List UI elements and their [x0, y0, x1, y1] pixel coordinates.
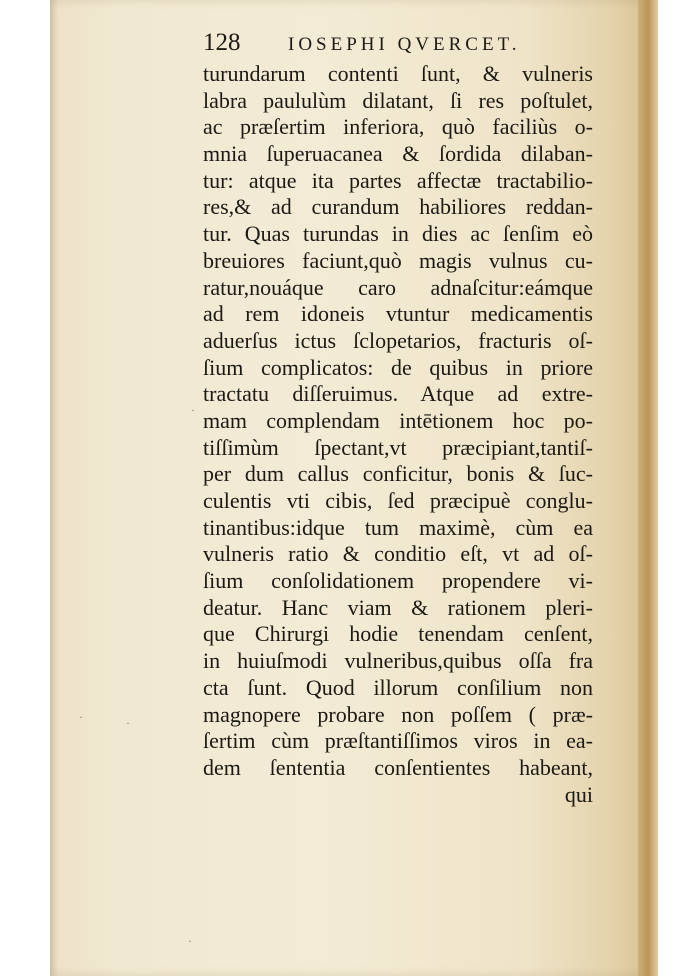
text-line: turundarum contenti ſunt, & vulneris — [203, 61, 593, 86]
text-line: per dum callus conficitur, bonis & ſuc- — [203, 461, 593, 487]
text-line: ratur,nouáque caro adnaſcitur:eámque — [203, 274, 593, 300]
catchword: qui — [564, 781, 593, 807]
text-line: res,& ad curandum habiliores reddan- — [203, 194, 593, 220]
text-line: tractatu diſſeruimus. Atque ad extre- — [203, 381, 593, 407]
text-line: deatur. Hanc viam & rationem pleri- — [203, 594, 593, 620]
body-text — [203, 61, 593, 808]
text-line: dem ſententia conſentientes habeant, — [203, 754, 593, 780]
paper-speck: · — [126, 716, 130, 730]
text-line: cta ſunt. Quod illorum conſilium non — [203, 674, 593, 700]
text-line: ſertim cùm præſtantiſſimos viros in ea- — [203, 728, 593, 754]
text-line: aduerſus ictus ſclopetarios, fracturis oſ- — [203, 327, 593, 353]
paper-speck: · — [188, 934, 192, 948]
text-line: labra paululùm dilatant, ſi res poſtulet, — [203, 87, 593, 113]
text-line: breuiores faciunt,quò magis vulnus cu- — [203, 247, 593, 273]
text-line: ad rem idoneis vtuntur medicamentis — [203, 301, 593, 327]
paper-speck: · — [79, 710, 83, 724]
text-line: tur. Quas turundas in dies ac ſenſim eò — [203, 221, 593, 247]
text-line: tinantibus:idque tum maximè, cùm ea — [203, 514, 593, 540]
text-line: tiſſimùm ſpectant,vt præcipiant,tantiſ- — [203, 434, 593, 460]
page-edge — [638, 0, 658, 976]
text-line: tur: atque ita partes affectæ tractabilio- — [203, 167, 593, 193]
paper-speck: · — [191, 403, 195, 417]
page-gutter-shadow — [50, 0, 58, 976]
text-line: mam complendam intētionem hoc po- — [203, 407, 593, 433]
text-line: vulneris ratio & conditio eſt, vt ad oſ- — [203, 541, 593, 567]
text-line: magnopere probare non poſſem ( præ- — [203, 701, 593, 727]
running-head: IOSEPHI QVERCET. — [288, 34, 521, 55]
text-line: ſium conſolidationem propendere vi- — [203, 568, 593, 594]
page-header — [203, 26, 583, 62]
text-line: ac præſertim inferiora, quò faciliùs o- — [203, 114, 593, 140]
text-line: in huiuſmodi vulneribus,quibus oſſa fra — [203, 648, 593, 674]
text-line: que Chirurgi hodie tenendam cenſent, — [203, 621, 593, 647]
text-line: mnia ſuperuacanea & ſordida dilaban- — [203, 141, 593, 167]
page-number: 128 — [203, 29, 241, 56]
text-line: culentis vti cibis, ſed præcipuè conglu- — [203, 488, 593, 513]
text-line: ſium complicatos: de quibus in priore — [203, 354, 593, 380]
